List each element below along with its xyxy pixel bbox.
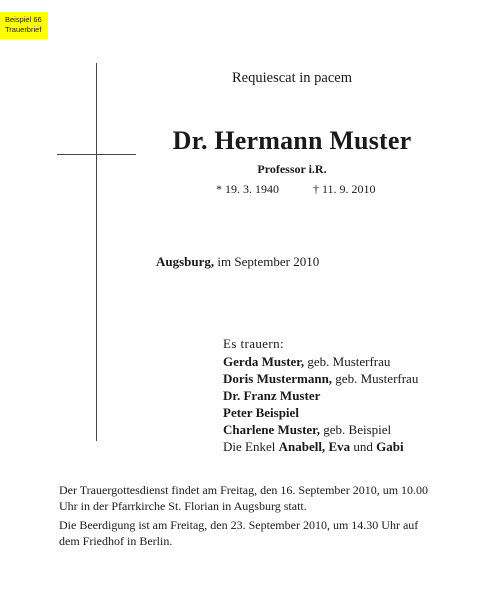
mourner-name: Gerda Muster,	[223, 354, 305, 369]
birth-date: * 19. 3. 1940	[216, 182, 279, 196]
mourner-name: Peter Beispiel	[223, 405, 299, 420]
service-notice	[59, 483, 439, 553]
mourner-name: Charlene Muster,	[223, 422, 321, 437]
place-date-line	[156, 254, 319, 270]
enkel-name: Gabi	[376, 439, 404, 454]
mourner-charlene	[223, 421, 418, 438]
example-badge	[0, 12, 48, 39]
mourner-gerda	[223, 353, 418, 370]
place-date: im September 2010	[217, 254, 320, 269]
death-date: † 11. 9. 2010	[313, 182, 376, 196]
deceased-name: Dr. Hermann Muster	[172, 126, 412, 155]
mourner-franz	[223, 387, 418, 404]
mourner-note: geb. Musterfrau	[307, 354, 391, 369]
mourners-heading: Es trauern:	[223, 336, 285, 351]
deceased-title: Professor i.R.	[257, 162, 327, 176]
intro-line: Requiescat in pacem	[232, 70, 352, 86]
life-dates	[216, 182, 376, 197]
mourner-name: Doris Mustermann,	[223, 371, 333, 386]
badge-line-1: Beispiel 66	[5, 15, 42, 24]
mourner-grandchildren	[223, 438, 418, 455]
cross-vertical-bar	[96, 63, 97, 441]
burial-paragraph: Die Beerdigung ist am Freitag, den 23. September 2010, um 14.30 Uhr auf dem Friedhof in Berlin.	[59, 518, 419, 548]
badge-line-2: Trauerbrief	[5, 25, 42, 34]
mourner-note: geb. Musterfrau	[335, 371, 419, 386]
mourners-block	[223, 335, 418, 455]
enkel-name: Anabell,	[278, 439, 326, 454]
enkel-name: Eva	[328, 439, 351, 454]
service-paragraph: Der Trauergottesdienst findet am Freitag, den 16. September 2010, um 10.00 Uhr in der Pfarrkirche St. Florian in Augsburg statt.	[59, 483, 429, 513]
enkel-and: und	[353, 439, 373, 454]
place-city: Augsburg,	[156, 254, 215, 269]
mourner-doris	[223, 370, 418, 387]
mourner-name: Dr. Franz Muster	[223, 388, 321, 403]
mourner-note: geb. Beispiel	[323, 422, 392, 437]
mourner-peter	[223, 404, 418, 421]
enkel-prefix: Die Enkel	[223, 439, 276, 454]
